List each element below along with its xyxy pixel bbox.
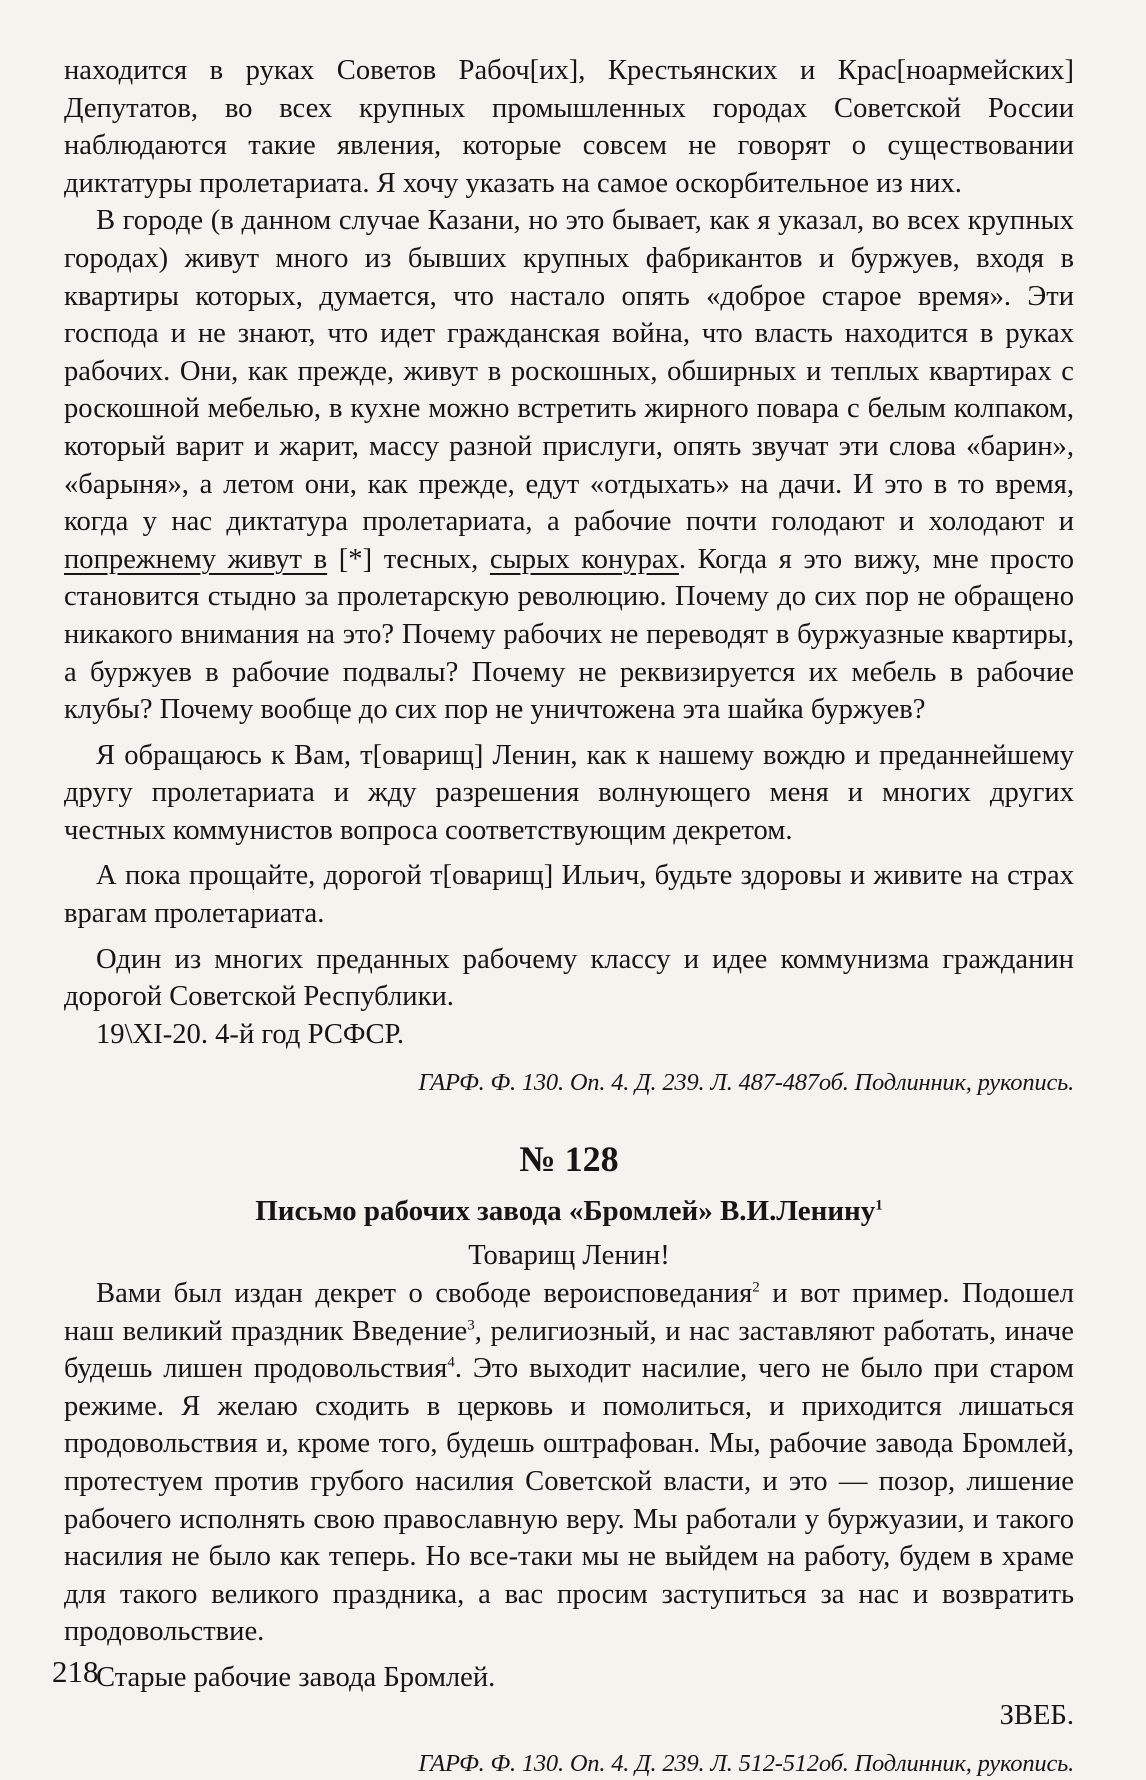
paragraph-2-text-a: В городе (в данном случае Казани, но это бывает, как я указал, во всех крупных городах) живут много из бывших крупных фабрикантов и буржуев, входя в квартиры которых, думается, что настало опять «доброе старое время». Эти господа и не знают, что идет гражданская война, что власть находится в руках рабочих. Они, как прежде, живут в роскошных, обширных и теплых квартирах с роскошной мебелью, в кухне можно встретить жирного повара с белым колпаком, который варит и жарит, массу разной прислуги, опять звучат эти слова «барин», «барыня», а летом они, как прежде, едут «отдыхать» на дачи. И это в то время, когда у нас диктатура пролетариата, а рабочие почти голодают и холодают и (64, 205, 1074, 538)
salutation: Товарищ Ленин! (468, 1240, 670, 1272)
document-title-text: Письмо рабочих завода «Бромлей» В.И.Ленину (255, 1195, 876, 1228)
body-text-4: . Это выходит насилие, чего не было при старом режиме. Я желаю сходить в церковь и помолиться, и приходится лишаться продовольствия и, кроме того, будешь оштрафован. Мы, рабочие завода Бромлей, протестуем против грубого насилия Советской власти, и это — позор, лишение рабочего исполнять свою православную веру. Мы работали у буржуазии, и такого насилия не было как теперь. Но все-таки мы не выйдем на работу, будем в храме для такого великого праздника, а вас просим заступиться за нас и возвратить продовольствие. (64, 1353, 1074, 1648)
body-text-3: , религиозный, и нас заставляют работать, иначе будешь лишен продовольствия (64, 1315, 1074, 1385)
body-text-1: Вами был издан декрет о свободе вероисповедания (96, 1278, 753, 1310)
letter-body (64, 1275, 1074, 1651)
footnote-ref-2: 2 (752, 1279, 760, 1296)
footnote-ref-3: 3 (467, 1317, 475, 1334)
footnote-ref-4: 4 (447, 1354, 455, 1371)
paragraph-1: находится в руках Советов Рабоч[их], Крестьянских и Крас[ноармейских] Депутатов, во всех крупных промышленных городах Советской России наблюдаются такие явления, которые совсем не говорят о существовании диктатуры пролетариата. Я хочу указать на самое оскорбительное из них. (64, 55, 1074, 199)
paragraph-2-text-b: [*] тесных, (327, 543, 490, 575)
signature-block: Один из многих преданных рабочему классу и идее коммунизма гражданин дорогой Советской Республики. (64, 943, 1074, 1013)
underlined-phrase-2: сырых конурах (489, 543, 679, 575)
paragraph-2 (64, 202, 1074, 728)
document-number: № 128 (519, 1139, 619, 1180)
page-number: 218 (52, 1654, 99, 1689)
closing-line: Старые рабочие завода Бромлей. (96, 1661, 496, 1693)
archive-source-127: ГАРФ. Ф. 130. Оп. 4. Д. 239. Л. 487-487об. Подлинник, рукопись. (418, 1069, 1074, 1097)
footnote-ref-1: 1 (875, 1197, 883, 1214)
archive-source-128: ГАРФ. Ф. 130. Оп. 4. Д. 239. Л. 512-512об. Подлинник, рукопись. (418, 1750, 1074, 1778)
signer: ЗВЕБ. (999, 1699, 1074, 1731)
letter-date: 19\XI-20. 4-й год РСФСР. (96, 1018, 405, 1050)
document-title (64, 1193, 1074, 1229)
paragraph-3: Я обращаюсь к Вам, т[оварищ] Ленин, как к нашему вождю и преданнейшему другу пролетариата и жду разрешения волнующего меня и многих других честных коммунистов вопроса соответствующим декретом. (64, 739, 1074, 846)
paragraph-2-text-c: . Когда я это вижу, мне просто становится стыдно за пролетарскую революцию. Почему до сих пор не обращено никакого внимания на это? Почему рабочих не переводят в буржуазные квартиры, а буржуев в рабочие подвалы? Почему не реквизируется их мебель в рабочие клубы? Почему вообще до сих пор не уничтожена эта шайка буржуев? (64, 543, 1074, 726)
paragraph-4: А пока прощайте, дорогой т[оварищ] Ильич, будьте здоровы и живите на страх врагам пролетариата. (64, 860, 1074, 930)
body-text-2: и вот пример. Подошел наш великий праздник Введение (64, 1278, 1074, 1347)
underlined-phrase-1: попрежнему живут в (64, 543, 328, 575)
